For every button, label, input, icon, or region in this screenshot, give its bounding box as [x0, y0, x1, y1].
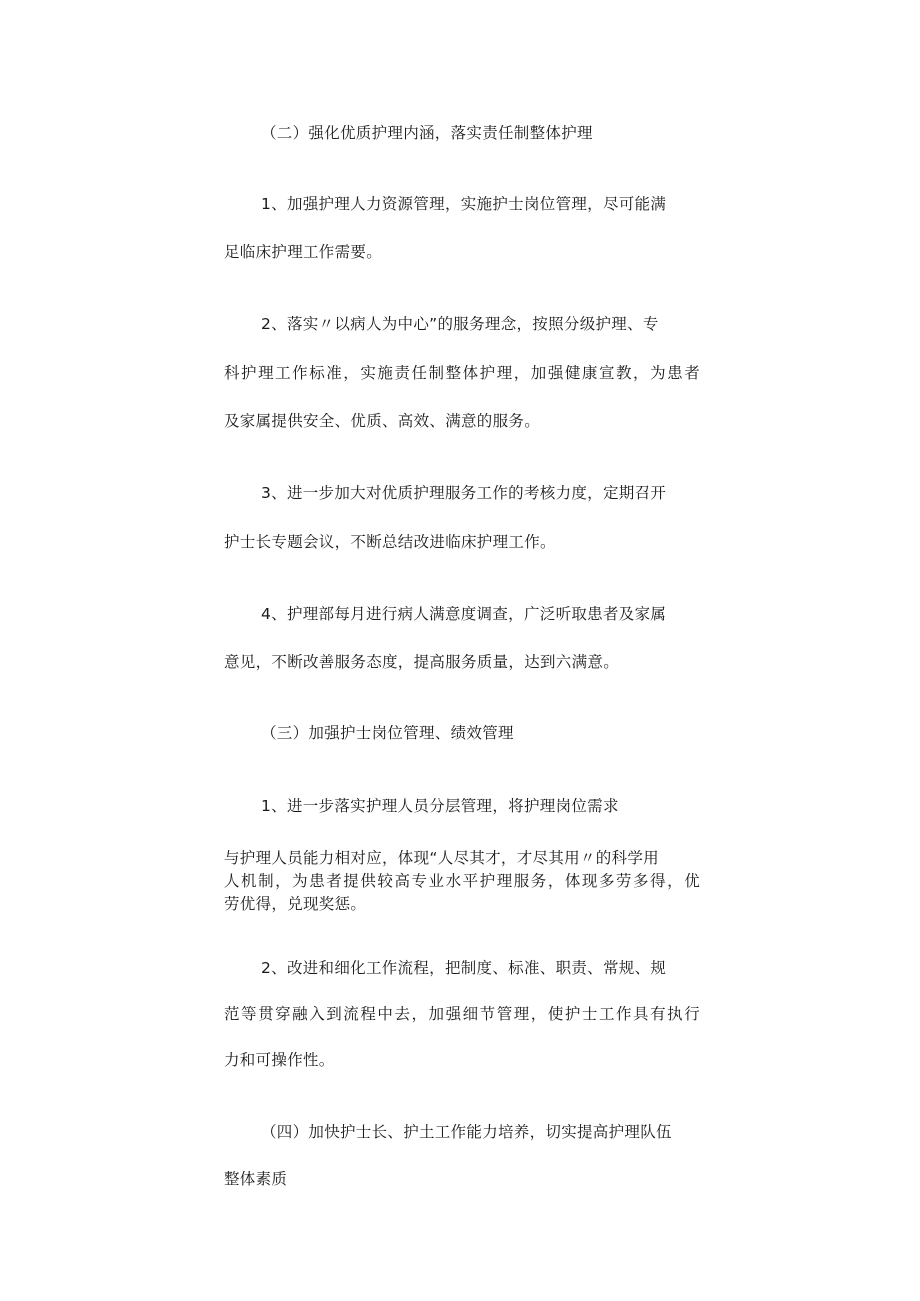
- paragraph-line: 范等贯穿融入到流程中去，加强细节管理，使护士工作具有执行: [224, 1005, 700, 1023]
- paragraph-line: 1、加强护理人力资源管理，实施护士岗位管理，尽可能满: [261, 195, 667, 213]
- paragraph-line: 科护理工作标准，实施责任制整体护理，加强健康宣教，为患者: [224, 364, 700, 382]
- section-heading-4: （四）加快护士长、护土工作能力培养，切实提高护理队伍: [261, 1123, 672, 1141]
- paragraph-line: 4、护理部每月进行病人满意度调查，广泛听取患者及家属: [261, 605, 667, 623]
- section-heading-3: （三）加强护士岗位管理、绩效管理: [261, 724, 514, 742]
- paragraph-line: 足临床护理工作需要。: [224, 243, 383, 261]
- paragraph-line: 3、进一步加大对优质护理服务工作的考核力度，定期召开: [261, 484, 667, 502]
- section-heading-2: （二）强化优质护理内涵，落实责任制整体护理: [261, 124, 593, 142]
- paragraph-line: 人机制，为患者提供较高专业水平护理服务，体现多劳多得，优: [224, 872, 700, 890]
- paragraph-line: 1、进一步落实护理人员分层管理，将护理岗位需求: [261, 797, 619, 815]
- paragraph-line: 力和可操作性。: [224, 1051, 335, 1069]
- paragraph-line: 及家属提供安全、优质、高效、满意的服务。: [224, 412, 541, 430]
- paragraph-line: 2、落实〃以病人为中心”的服务理念，按照分级护理、专: [261, 315, 659, 333]
- paragraph-line: 意见，不断改善服务态度，提高服务质量，达到六满意。: [224, 653, 620, 671]
- paragraph-line: 与护理人员能力相对应，体现“人尽其才，才尽其用〃的科学用: [224, 849, 659, 867]
- paragraph-line: 2、改进和细化工作流程，把制度、标准、职责、常规、规: [261, 959, 667, 977]
- paragraph-line: 劳优得，兑现奖惩。: [224, 895, 367, 913]
- section-heading-4-cont: 整体素质: [224, 1170, 288, 1188]
- paragraph-line: 护士长专题会议，不断总结改进临床护理工作。: [224, 533, 556, 551]
